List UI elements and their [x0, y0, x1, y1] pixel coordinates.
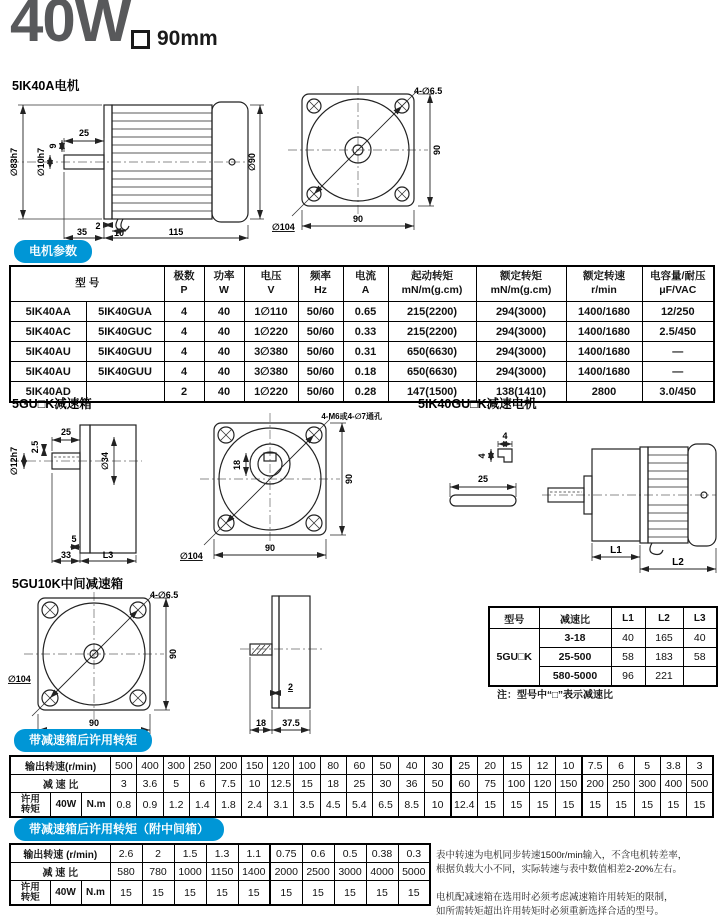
dim-label-10: 10 [113, 228, 125, 238]
speed-cell: 300 [163, 756, 189, 775]
cell: 5IK40GUU [86, 342, 164, 362]
square-frame-icon [131, 30, 150, 49]
dim-header-cell: 型号 [489, 607, 539, 629]
ratio-cell: 250 [608, 775, 634, 793]
speed-cell: 20 [477, 756, 503, 775]
torque-cell: 10 [425, 793, 451, 818]
motor-drawing-label: 5IK40A电机 [12, 79, 80, 93]
speed-cell: 0.6 [302, 844, 334, 863]
cell: 5IK40GUC [86, 322, 164, 342]
motor-spec-table [9, 265, 715, 403]
ratio-cell: 15 [294, 775, 320, 793]
speed-cell: 2 [142, 844, 174, 863]
header-cell: 额定转速 r/min [566, 266, 642, 302]
ratio-cell: 100 [503, 775, 529, 793]
dim-value-cell [683, 667, 717, 687]
cell: 1∅110 [244, 302, 298, 322]
dim-table-note: 注：型号中“□”表示减速比 [497, 690, 614, 701]
ratio-cell: 25 [346, 775, 372, 793]
dim-label-h90: 90 [344, 473, 354, 485]
row-label-unit: N.m [82, 793, 111, 818]
header-cell: 极数 P [164, 266, 204, 302]
cell: 294(3000) [476, 302, 566, 322]
ratio-cell: 780 [142, 863, 174, 881]
cell: 3∅380 [244, 362, 298, 382]
speed-cell: 2.6 [110, 844, 142, 863]
dim-header-cell: L1 [611, 607, 645, 629]
cell: 50/60 [298, 302, 343, 322]
cell [86, 382, 164, 403]
dim-label-d83: ∅83h7 [9, 147, 19, 177]
ratio-cell: 18 [320, 775, 346, 793]
cell: 1400/1680 [566, 302, 642, 322]
motor-side-drawing [6, 88, 272, 242]
torque-cell: 15 [174, 881, 206, 906]
torque-cell: 15 [334, 881, 366, 906]
torque-cell: 15 [477, 793, 503, 818]
torque-cell: 15 [238, 881, 270, 906]
gearbox-drawing-label: 5GU□K减速箱 [12, 397, 92, 411]
torque-cell: 15 [206, 881, 238, 906]
row-label-ratio: 减 速 比 [10, 863, 110, 881]
speed-cell: 1.1 [238, 844, 270, 863]
table-row [10, 863, 430, 881]
speed-note-line2: 根据负载大小不同，实际转速与表中数值相差2-20%左右。 [436, 864, 682, 876]
speed-cell: 6 [608, 756, 634, 775]
cell: 2800 [566, 382, 642, 403]
table-row [10, 322, 714, 342]
cell: 1400/1680 [566, 362, 642, 382]
torque-cell: 4.5 [320, 793, 346, 818]
torque-cell: 15 [660, 793, 686, 818]
dim-label-k25: 25 [477, 474, 489, 484]
cell: 4 [164, 302, 204, 322]
header-cell: 型 号 [10, 266, 164, 302]
speed-note-line1: 表中转速为电机同步转速1500r/min输入，不含电机转差率， [436, 850, 688, 861]
cell: 3.0/450 [642, 382, 714, 403]
dim-header-cell: L2 [645, 607, 683, 629]
torque-cell: 0.8 [111, 793, 137, 818]
row-label-speed: 输出转速 (r/min) [10, 844, 110, 863]
cell: 50/60 [298, 382, 343, 403]
cell: 215(2200) [388, 302, 476, 322]
allowable-torque-table [9, 755, 714, 818]
dim-label-5: 5 [71, 534, 77, 544]
table-row [10, 302, 714, 322]
torque-cell: 1.2 [163, 793, 189, 818]
dim-value-cell: 58 [611, 648, 645, 667]
dim-label-d12: ∅12h7 [9, 446, 19, 476]
ratio-cell: 5000 [398, 863, 430, 881]
cell: 40 [204, 342, 244, 362]
header-cell: 起动转矩 mN/m(g.cm) [388, 266, 476, 302]
ratio-cell: 10 [242, 775, 268, 793]
speed-cell: 30 [425, 756, 451, 775]
frame-size: 90mm [157, 27, 218, 50]
torque-cell: 6.5 [372, 793, 398, 818]
ratio-cell: 7.5 [215, 775, 241, 793]
ratio-cell: 12.5 [268, 775, 294, 793]
dim-value-cell: 165 [645, 629, 683, 648]
table-row [10, 382, 714, 403]
ratio-cell: 3000 [334, 863, 366, 881]
speed-cell: 12 [529, 756, 555, 775]
torque-cell: 2.4 [242, 793, 268, 818]
header-cell: 电流 A [343, 266, 388, 302]
torque-cell: 12.4 [451, 793, 477, 818]
table-row [10, 775, 713, 793]
row-label-power: 40W [50, 793, 81, 818]
torque-cell: 3.1 [268, 793, 294, 818]
dim-value-cell: 40 [611, 629, 645, 648]
cell: 0.28 [343, 382, 388, 403]
table-row [10, 881, 430, 906]
cell: 40 [204, 302, 244, 322]
dim-value-cell: 58 [683, 648, 717, 667]
ratio-cell: 4000 [366, 863, 398, 881]
cell: 0.65 [343, 302, 388, 322]
dim-label-2: 2 [95, 221, 101, 231]
dim-value-cell: 40 [683, 629, 717, 648]
gearmotor-side-drawing [412, 419, 718, 575]
cell: 4 [164, 362, 204, 382]
cell: 147(1500) [388, 382, 476, 403]
cell: 294(3000) [476, 322, 566, 342]
ratio-cell: 120 [529, 775, 555, 793]
torque-table-container [9, 755, 714, 818]
row-label-torque: 许用 转矩 [10, 881, 50, 906]
table-row [10, 362, 714, 382]
torque-cell: 1.4 [189, 793, 215, 818]
dim-header-cell: 减速比 [539, 607, 611, 629]
ratio-cell: 60 [451, 775, 477, 793]
header-cell: 额定转矩 mN/m(g.cm) [476, 266, 566, 302]
ratio-cell: 1400 [238, 863, 270, 881]
cell: 0.18 [343, 362, 388, 382]
ratio-cell: 150 [556, 775, 582, 793]
torque-cell: 15 [529, 793, 555, 818]
header-cell: 功率 W [204, 266, 244, 302]
torque-cell: 15 [608, 793, 634, 818]
ratio-cell: 200 [582, 775, 608, 793]
cell: 50/60 [298, 342, 343, 362]
table-row [10, 756, 713, 775]
speed-cell: 7.5 [582, 756, 608, 775]
speed-cell: 150 [242, 756, 268, 775]
ratio-cell: 3 [111, 775, 137, 793]
cell: 2.5/450 [642, 322, 714, 342]
row-label-speed: 输出转速(r/min) [10, 756, 111, 775]
torque-cell: 15 [634, 793, 660, 818]
speed-cell: 5 [634, 756, 660, 775]
torque-cell: 15 [503, 793, 529, 818]
dim-label-L1: L1 [610, 545, 622, 556]
cell: — [642, 342, 714, 362]
row-label-ratio: 减 速 比 [10, 775, 111, 793]
midbox-drawing-label: 5GU10K中间减速箱 [12, 577, 124, 591]
dim-label-k4l: 4 [477, 453, 487, 459]
speed-cell: 10 [556, 756, 582, 775]
speed-cell: 1.3 [206, 844, 238, 863]
cell: 0.33 [343, 322, 388, 342]
torque-cell: 1.8 [215, 793, 241, 818]
speed-cell: 1.5 [174, 844, 206, 863]
cell: 40 [204, 322, 244, 342]
ratio-cell: 500 [686, 775, 713, 793]
cell: 3∅380 [244, 342, 298, 362]
torque-cell: 15 [110, 881, 142, 906]
ratio-cell: 50 [425, 775, 451, 793]
speed-note [436, 849, 720, 878]
speed-cell: 50 [372, 756, 398, 775]
cell: 5IK40AA [10, 302, 86, 322]
cell: 650(6630) [388, 362, 476, 382]
torque-note-line1: 电机配减速箱在选用时必须考虑减速箱许用转矩的限制， [436, 891, 674, 903]
cell: 4 [164, 342, 204, 362]
dim-label-h90: 90 [168, 648, 178, 660]
midbox-side-drawing [228, 590, 338, 742]
dim-header-cell: L3 [683, 607, 717, 629]
dim-model-cell: 5GU□K [489, 629, 539, 687]
speed-cell: 500 [111, 756, 137, 775]
motor-spec-table-container [9, 265, 715, 403]
dim-label-d104: ∅104 [8, 674, 31, 684]
header-cell: 电容量/耐压 μF/VAC [642, 266, 714, 302]
torque-note-line2: 如所需转矩超出许用转矩时必须重新选择合适的型号。 [436, 905, 665, 917]
cell: 5IK40AU [10, 362, 86, 382]
dim-label-d34: ∅34 [100, 452, 110, 470]
row-label-power: 40W [50, 881, 81, 906]
dim-label-18: 18 [255, 718, 267, 728]
cell: — [642, 362, 714, 382]
speed-cell: 400 [137, 756, 163, 775]
speed-cell: 250 [189, 756, 215, 775]
dim-label-37-5: 37.5 [282, 718, 300, 728]
torque-section-pill: 带减速箱后许用转矩 [14, 729, 152, 752]
header-cell: 频率 Hz [298, 266, 343, 302]
cell: 12/250 [642, 302, 714, 322]
torque-cell: 3.5 [294, 793, 320, 818]
cell: 2 [164, 382, 204, 403]
dim-label-holes: 4-∅6.5 [150, 590, 179, 600]
torque-mid-table-container [9, 843, 431, 906]
speed-cell: 15 [503, 756, 529, 775]
cell: 5IK40GUA [86, 302, 164, 322]
gearbox-dimension-table-container [488, 606, 718, 687]
page-title: 40W [10, 0, 131, 54]
table-row [489, 629, 717, 648]
dim-label-115: 115 [168, 227, 184, 237]
ratio-cell: 2500 [302, 863, 334, 881]
ratio-cell: 6 [189, 775, 215, 793]
dim-label-w90: 90 [264, 543, 276, 553]
speed-cell: 100 [294, 756, 320, 775]
cell: 294(3000) [476, 342, 566, 362]
cell: 40 [204, 362, 244, 382]
table-row [10, 844, 430, 863]
table-row [10, 793, 713, 818]
speed-cell: 3 [686, 756, 713, 775]
dim-label-25: 25 [60, 427, 72, 437]
speed-cell: 0.75 [270, 844, 302, 863]
speed-cell: 25 [451, 756, 477, 775]
ratio-cell: 3.6 [137, 775, 163, 793]
dim-label-25: 25 [78, 128, 90, 138]
speed-cell: 60 [346, 756, 372, 775]
speed-cell: 40 [399, 756, 425, 775]
dim-ratio-cell: 25-500 [539, 648, 611, 667]
torque-cell: 0.9 [137, 793, 163, 818]
row-label-torque: 许用 转矩 [10, 793, 50, 818]
cell: 50/60 [298, 322, 343, 342]
cell: 1400/1680 [566, 342, 642, 362]
dim-label-k4t: 4 [502, 431, 508, 441]
dim-label-18: 18 [232, 459, 242, 471]
torque-cell: 15 [556, 793, 582, 818]
dim-label-33: 33 [60, 550, 72, 560]
gearbox-dimension-table [488, 606, 718, 687]
cell: 5IK40AU [10, 342, 86, 362]
cell: 5IK40AC [10, 322, 86, 342]
torque-cell: 5.4 [346, 793, 372, 818]
ratio-cell: 580 [110, 863, 142, 881]
table-row [10, 342, 714, 362]
speed-cell: 3.8 [660, 756, 686, 775]
torque-cell: 15 [270, 881, 302, 906]
ratio-cell: 1000 [174, 863, 206, 881]
ratio-cell: 300 [634, 775, 660, 793]
dim-label-L3: L3 [102, 550, 114, 560]
speed-cell: 120 [268, 756, 294, 775]
speed-cell: 80 [320, 756, 346, 775]
cell: 0.31 [343, 342, 388, 362]
cell: 5IK40GUU [86, 362, 164, 382]
cell: 138(1410) [476, 382, 566, 403]
row-label-unit: N.m [81, 881, 110, 906]
cell: 40 [204, 382, 244, 403]
dim-label-9: 9 [48, 143, 58, 149]
dim-label-w90: 90 [88, 718, 100, 728]
dim-label-holes: 4-∅6.5 [414, 86, 443, 96]
footnotes [436, 849, 720, 917]
torque-cell: 15 [582, 793, 608, 818]
torque-note [436, 891, 720, 917]
dim-label-w90: 90 [352, 214, 364, 224]
cell: 1400/1680 [566, 322, 642, 342]
motor-flange-drawing [272, 84, 472, 244]
torque-cell: 15 [686, 793, 713, 818]
dim-value-cell: 96 [611, 667, 645, 687]
dim-label-L2: L2 [672, 557, 684, 568]
dim-label-d10: ∅10h7 [36, 147, 46, 177]
gearbox-flange-drawing [178, 409, 390, 575]
torque-cell: 15 [302, 881, 334, 906]
cell: 650(6630) [388, 342, 476, 362]
cell: 294(3000) [476, 362, 566, 382]
torque-cell: 15 [398, 881, 430, 906]
ratio-cell: 30 [372, 775, 398, 793]
gearmotor-drawing-label: 5IK40GU□K减速电机 [418, 397, 537, 411]
dim-value-cell: 221 [645, 667, 683, 687]
torque-cell: 8.5 [399, 793, 425, 818]
frame-size-group [131, 27, 218, 51]
cell: 5IK40AD [10, 382, 86, 403]
ratio-cell: 5 [163, 775, 189, 793]
dim-label-2: 2 [288, 682, 294, 692]
allowable-torque-mid-table [9, 843, 431, 906]
dim-label-d104: ∅104 [272, 222, 295, 232]
dim-ratio-cell: 580-5000 [539, 667, 611, 687]
cell: 1∅220 [244, 322, 298, 342]
dim-label-d90: ∅90 [247, 153, 257, 171]
ratio-cell: 2000 [270, 863, 302, 881]
speed-cell: 0.5 [334, 844, 366, 863]
gearbox-side-drawing [4, 411, 159, 573]
ratio-cell: 36 [399, 775, 425, 793]
torque-cell: 15 [142, 881, 174, 906]
ratio-cell: 400 [660, 775, 686, 793]
header-cell: 电压 V [244, 266, 298, 302]
dim-label-h90: 90 [432, 144, 442, 156]
torque-mid-section-pill: 带减速箱后许用转矩（附中间箱） [14, 818, 224, 841]
dim-label-d104: ∅104 [180, 551, 203, 561]
speed-cell: 200 [215, 756, 241, 775]
cell: 215(2200) [388, 322, 476, 342]
speed-cell: 0.38 [366, 844, 398, 863]
ratio-cell: 1150 [206, 863, 238, 881]
midbox-flange-drawing [8, 590, 206, 742]
dim-value-cell: 183 [645, 648, 683, 667]
motor-params-pill: 电机参数 [14, 240, 92, 263]
torque-cell: 15 [366, 881, 398, 906]
dim-label-35: 35 [76, 227, 88, 237]
dim-label-holes: 4-M6或4-∅7通孔 [321, 412, 382, 421]
ratio-cell: 75 [477, 775, 503, 793]
cell: 50/60 [298, 362, 343, 382]
dim-label-2-5: 2.5 [30, 440, 40, 454]
cell: 4 [164, 322, 204, 342]
speed-cell: 0.3 [398, 844, 430, 863]
dim-ratio-cell: 3-18 [539, 629, 611, 648]
cell: 1∅220 [244, 382, 298, 403]
